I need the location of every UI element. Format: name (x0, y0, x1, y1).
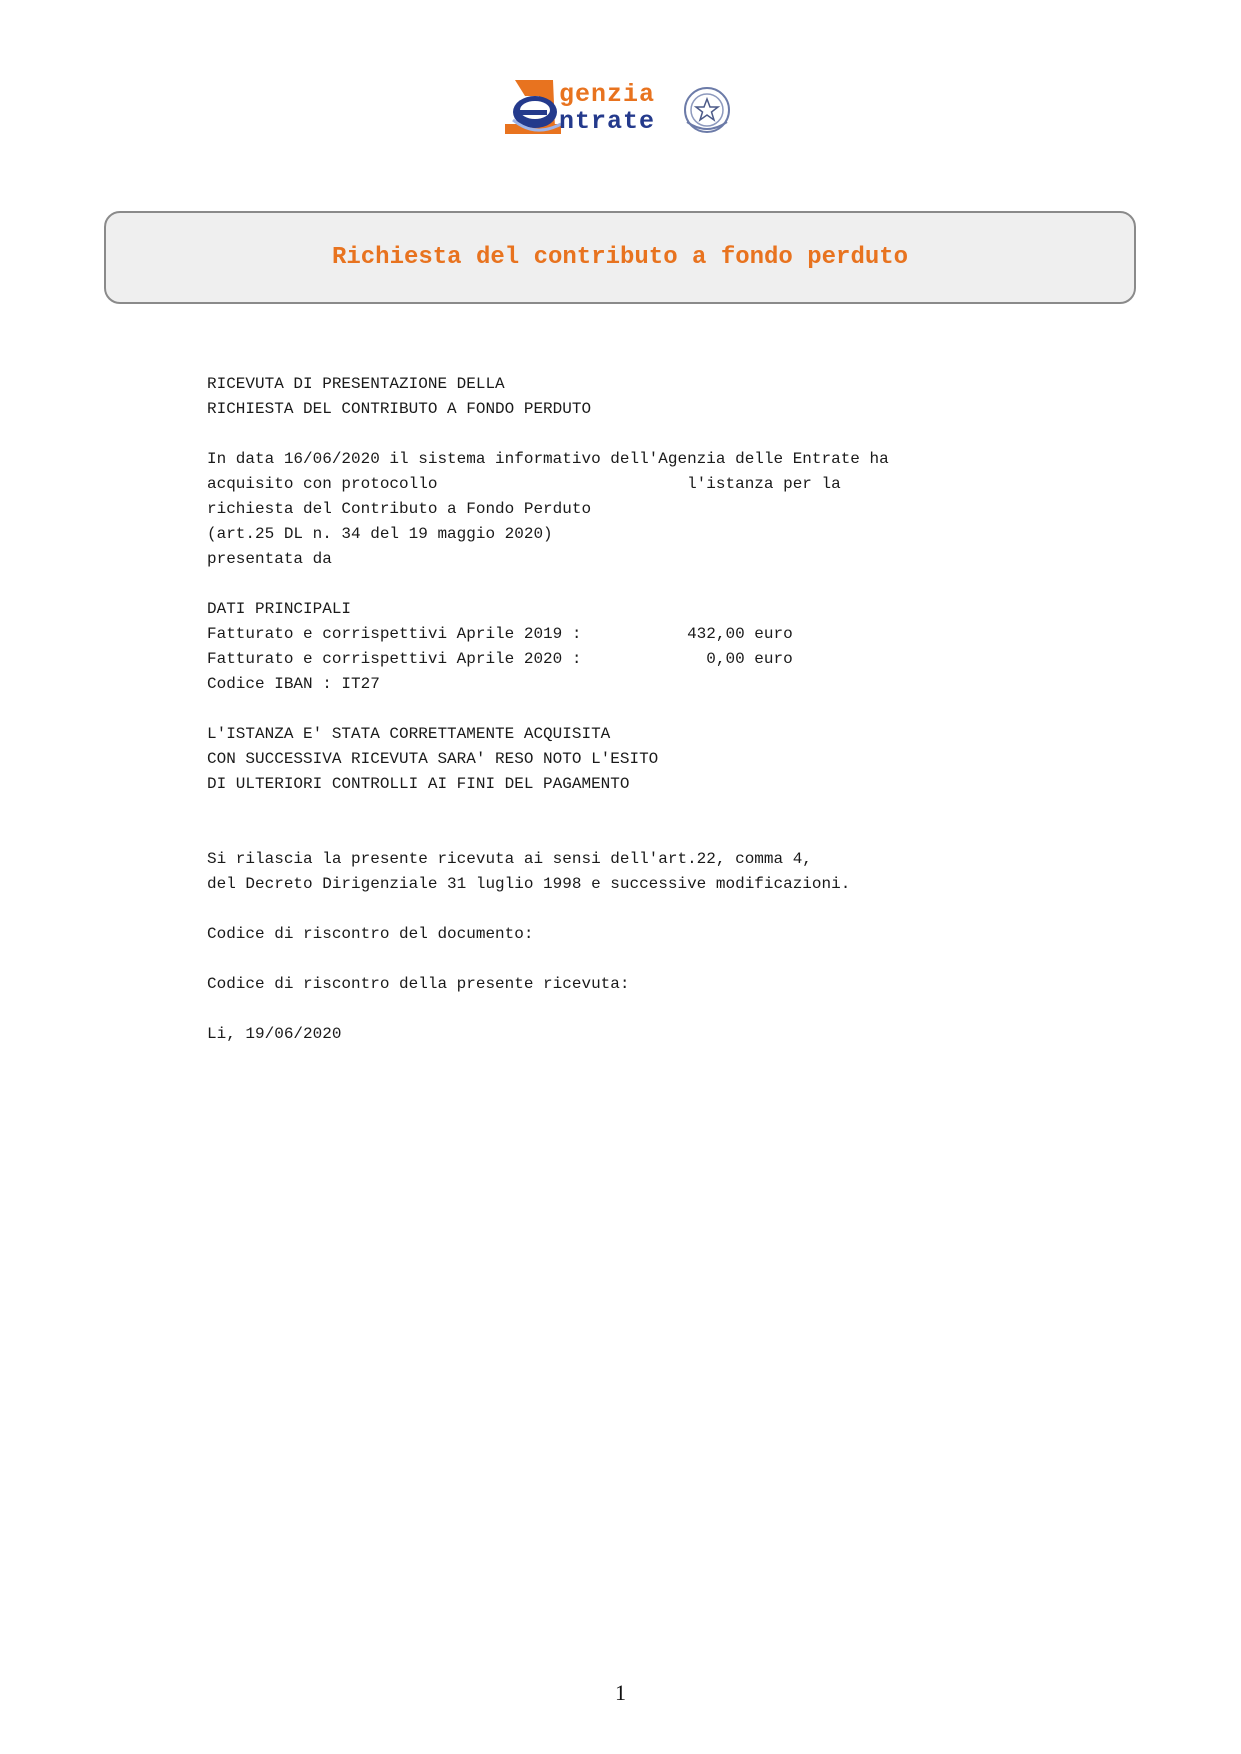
spacer (207, 422, 1187, 447)
legal-line-2: del Decreto Dirigenziale 31 luglio 1998 e successive modificazioni. (207, 875, 851, 893)
page-title: Richiesta del contributo a fondo perduto (331, 244, 909, 271)
dati-principali-heading: DATI PRINCIPALI (207, 600, 352, 618)
codice-riscontro-ricevuta: Codice di riscontro della presente ricevuta: (207, 975, 630, 993)
logo-text-agenzia: genzia (559, 80, 656, 109)
spacer (207, 897, 1187, 922)
status-line-1: L'ISTANZA E' STATA CORRETTAMENTE ACQUISITA (207, 725, 611, 743)
spacer (207, 697, 1187, 722)
fatturato-2020: Fatturato e corrispettivi Aprile 2020 : 0,00 euro (207, 650, 793, 668)
codice-riscontro-documento: Codice di riscontro del documento: (207, 925, 534, 943)
page-number: 1 (615, 1680, 626, 1705)
intro-line-5: presentata da (207, 550, 332, 568)
logo-text-entrate: ntrate (559, 107, 656, 136)
spacer (207, 947, 1187, 972)
codice-iban: Codice IBAN : IT27 (207, 675, 380, 693)
spacer (207, 997, 1187, 1022)
intro-line-3: richiesta del Contributo a Fondo Perduto (207, 500, 592, 518)
receipt-body (207, 372, 1187, 1047)
spacer (207, 797, 1187, 847)
fatturato-2019: Fatturato e corrispettivi Aprile 2019 : 432,00 euro (207, 625, 793, 643)
agenzia-entrate-logo (505, 80, 731, 142)
spacer (207, 572, 1187, 597)
intro-line-4: (art.25 DL n. 34 del 19 maggio 2020) (207, 525, 553, 543)
status-line-3: DI ULTERIORI CONTROLLI AI FINI DEL PAGAMENTO (207, 775, 630, 793)
receipt-heading-line-2: RICHIESTA DEL CONTRIBUTO A FONDO PERDUTO (207, 400, 592, 418)
title-box (104, 211, 1136, 304)
status-line-2: CON SUCCESSIVA RICEVUTA SARA' RESO NOTO L'ESITO (207, 750, 659, 768)
legal-line-1: Si rilascia la presente ricevuta ai sensi dell'art.22, comma 4, (207, 850, 812, 868)
receipt-heading-line-1: RICEVUTA DI PRESENTAZIONE DELLA (207, 375, 505, 393)
intro-line-2: acquisito con protocollo l'istanza per la (207, 475, 841, 493)
date-place-line: Li, 19/06/2020 (207, 1025, 342, 1043)
intro-line-1: In data 16/06/2020 il sistema informativo dell'Agenzia delle Entrate ha (207, 450, 889, 468)
